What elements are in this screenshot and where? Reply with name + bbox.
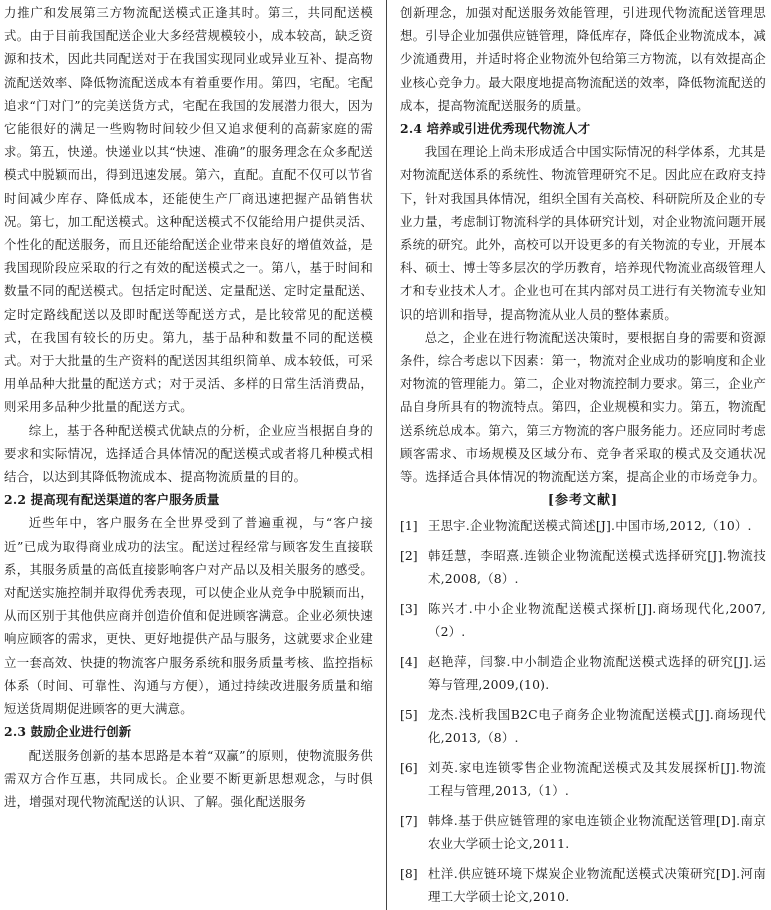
column-divider [386,0,387,910]
left-column [4,1,373,910]
section-heading-2-2: 2.2 提高现有配送渠道的客户服务质量 [4,492,220,508]
right-paragraph-2: 我国在理论上尚未形成适合中国实际情况的科学体系，尤其是对物流配送体系的系统性、物流管理研究不足。因此应在政府支持下，针对我国具体情况，组织全国有关高校、科研院所及企业的专业力量，考虑制订物流科学的具体研究计划，对企业物流问题开展系统的研究。此外，高校可以开设更多的有关物流的专业，开展本科、硕士、博士等多层次的学历教育，培养现代物流业高级管理人才和专业技术人才。企业也可在其内部对员工进行有关物流专业知识的培训和指导，提高物流从业人员的整体素质。 [400,144,766,322]
right-paragraph-1: 创新理念，加强对配送服务效能管理，引进现代物流配送管理思想。引导企业加强供应链管理，降低库存，降低企业物流成本，减少流通费用，并适时将企业物流外包给第三方物流，以有效提高企业核心竞争力。最大限度地提高物流配送的效率，降低物流配送的成本，提高物流配送服务的质量。 [400,5,766,113]
left-paragraph-1: 力推广和发展第三方物流配送模式正逢其时。第三，共同配送模式。由于目前我国配送企业大多经营规模较小，成本较高，缺乏资源和技术，因此共同配送对于在我国实现同业或异业互补、提高物流配送效率、降低物流配送成本有着重要作用。第四，宅配。宅配追求“门对门”的完美送货方式，宅配在我国的发展潜力很大，因为它能很好的满足一些购物时间较少但又追求便利的高薪家庭的需求。第五，快递。快递业以其“快速、准确”的服务理念在众多配送模式中脱颖而出，得到迅速发展。第六，直配。直配不仅可以节省时间减少库存、降低成本，还能使生产厂商迅速把握产品销售状况。第七，加工配送模式。这种配送模式不仅能给用户提供灵活、个性化的配送服务，而且还能给配送企业带来良好的增值效益，是我国现阶段应采取的行之有效的配送模式之一。第八，基于时间和数量不同的配送模式。包括定时配送、定量配送、定时定量配送、定时定路线配送以及即时配送等配送方式，是比较常见的配送模式，在我国有较长的历史。第九，基于品种和数量不同的配送模式。对于大批量的生产资料的配送因其组织简单、成本较低，可采用单品种大批量的配送方式；对于灵活、多样的日常生活消费品，则采用多品种少批量的配送方式。 [4,5,373,415]
reference-text: 刘英.家电连锁零售企业物流配送模式及其发展探析[J].物流工程与管理,2013,（1）. [428,760,766,799]
reference-item [400,544,766,590]
reference-text: 韩廷慧，李昭熹.连锁企业物流配送模式选择研究[J].物流技术,2008,（8）. [428,548,766,587]
reference-item [400,809,766,855]
reference-number: [6] [400,760,418,776]
reference-number: [3] [400,601,418,617]
reference-number: [4] [400,654,418,670]
left-paragraph-3: 近些年中，客户服务在全世界受到了普遍重视，与“客户接近”已成为取得商业成功的法宝。配送过程经常与顾客发生直接联系，其服务质量的高低直接影响客户对产品以及相关服务的感受。对配送实施控制并取得优秀表现，可以使企业从竞争中脱颖而出，从而区别于其他供应商并创造价值和促进顾客满意。企业必须快速响应顾客的需求，更快、更好地提供产品与服务，这就要求企业建立一套高效、快捷的物流客户服务系统和服务质量考核、监控指标体系（时间、可靠性、沟通与方便），通过持续改进服务质量和缩短送货周期促进顾客的更大满意。 [4,515,373,717]
reference-item [400,703,766,749]
reference-text: 王思宇.企业物流配送模式简述[J].中国市场,2012,（10）. [428,518,752,534]
reference-item [400,862,766,908]
reference-item [400,756,766,802]
reference-text: 韩烽.基于供应链管理的家电连锁企业物流配送管理[D].南京农业大学硕士论文,2011. [428,813,766,852]
reference-item [400,514,766,537]
references-list [400,514,766,908]
references-title: [参考文献] [547,493,619,509]
reference-text: 赵艳萍，闫黎.中小制造企业物流配送模式选择的研究[J].运筹与管理,2009,(10). [428,654,766,693]
right-column [400,1,766,910]
reference-item [400,597,766,643]
left-paragraph-2: 综上，基于各种配送模式优缺点的分析，企业应当根据自身的要求和实际情况，选择适合具体情况的配送模式或者将几种模式相结合，以达到其降低物流成本、提高物流质量的目的。 [4,422,373,485]
reference-text: 杜洋.供应链环境下煤炭企业物流配送模式决策研究[D].河南理工大学硕士论文,2010. [428,866,766,905]
reference-number: [7] [400,813,418,829]
reference-number: [1] [400,518,418,534]
reference-text: 龙杰.浅析我国B2C电子商务企业物流配送模式[J].商场现代化,2013,（8）. [428,707,766,746]
left-paragraph-4: 配送服务创新的基本思路是本着“双赢”的原则，使物流服务供需双方合作互惠，共同成长。企业要不断更新思想观念，与时俱进，增强对现代物流配送的认识、了解。强化配送服务 [4,747,373,809]
section-heading-2-4: 2.4 培养或引进优秀现代物流人才 [400,121,591,137]
right-paragraph-3: 总之，企业在进行物流配送决策时，要根据自身的需要和资源条件，综合考虑以下因素：第一，物流对企业成功的影响度和企业对物流的管理能力。第二，企业对物流控制力要求。第三，企业产品自身所具有的物流特点。第四，企业规模和实力。第五，物流配送系统总成本。第六，第三方物流的客户服务能力。还应同时考虑顾客需求、市场规模及区域分布、竞争者采取的模式及交通状况等。选择适合具体情况的物流配送方案，提高企业的市场竞争力。 [400,329,766,485]
reference-item [400,650,766,696]
reference-number: [5] [400,707,418,723]
section-heading-2-3: 2.3 鼓励企业进行创新 [4,724,132,740]
reference-number: [2] [400,548,418,564]
reference-number: [8] [400,866,418,882]
reference-text: 陈兴才.中小企业物流配送模式探析[J].商场现代化,2007,（2）. [428,601,766,640]
